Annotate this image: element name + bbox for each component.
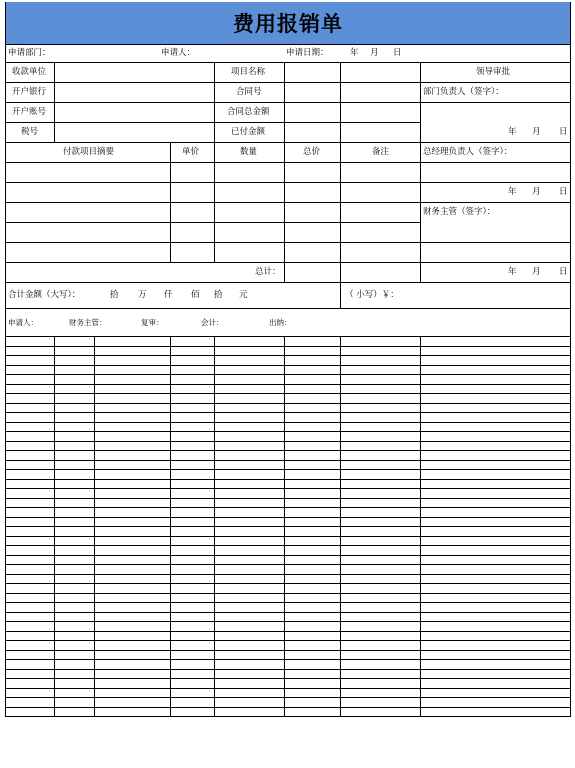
unit-shi-2: 拾 xyxy=(214,290,223,300)
approval-month-2: 月 xyxy=(532,187,541,197)
account-label: 开户账号 xyxy=(12,107,47,117)
applicant-label: 申请人： xyxy=(161,48,196,58)
rule xyxy=(284,62,285,142)
rule xyxy=(5,202,571,203)
approval-day-2: 日 xyxy=(559,187,568,197)
approval-month-1: 月 xyxy=(532,127,541,137)
gm-sign-label: 总经理负责人（签字）： xyxy=(423,147,513,157)
rule xyxy=(5,282,571,283)
col-unit-price-header: 单价 xyxy=(182,147,200,157)
approval-day-3: 日 xyxy=(559,267,568,277)
paid-amount-label: 已付金额 xyxy=(231,127,266,137)
payee-label: 收款单位 xyxy=(12,67,47,77)
date-month: 月 xyxy=(370,48,379,58)
sign-review: 复审： xyxy=(141,318,164,327)
title-bar xyxy=(5,2,571,44)
rule xyxy=(420,62,421,282)
rule xyxy=(420,102,571,103)
date-day: 日 xyxy=(393,48,402,58)
rule xyxy=(5,308,571,309)
rule xyxy=(420,82,571,83)
rule xyxy=(54,62,55,142)
rule xyxy=(214,142,215,262)
small-amount-label: （ 小写）￥： xyxy=(345,290,399,300)
rule xyxy=(420,162,571,163)
col-quantity-header: 数量 xyxy=(240,147,258,157)
tax-label: 税号 xyxy=(21,127,39,137)
rule xyxy=(5,222,420,223)
rule xyxy=(284,142,285,282)
approval-year-2: 年 xyxy=(508,187,517,197)
col-remark-header: 备注 xyxy=(372,147,390,157)
approval-month-3: 月 xyxy=(532,267,541,277)
sign-cashier: 出纳： xyxy=(269,318,292,327)
rule xyxy=(340,142,341,282)
approval-year-3: 年 xyxy=(508,267,517,277)
approval-day-1: 日 xyxy=(559,127,568,137)
rule xyxy=(5,142,571,143)
rule xyxy=(340,62,341,142)
dept-label: 申请部门： xyxy=(8,48,51,58)
subtotal-label: 总计： xyxy=(255,267,281,277)
rule xyxy=(5,162,420,163)
rule xyxy=(5,242,571,243)
sign-applicant: 申请人： xyxy=(8,318,38,327)
col-summary-header: 付款项目摘要 xyxy=(63,147,115,157)
rule xyxy=(5,44,571,45)
dept-head-sign-label: 部门负责人（签字）： xyxy=(423,87,504,97)
sign-finance: 财务主管： xyxy=(69,318,107,327)
unit-yuan: 元 xyxy=(239,290,248,300)
rule xyxy=(5,62,571,63)
project-name-label: 项目名称 xyxy=(231,67,266,77)
finance-sign-label: 财务主管（签字）： xyxy=(423,207,496,217)
col-total-price-header: 总价 xyxy=(303,147,321,157)
capital-amount-label: 合计金额（大写）： xyxy=(8,290,81,300)
date-label: 申请日期： xyxy=(286,48,329,58)
rule xyxy=(5,82,420,83)
blank-grid xyxy=(5,336,571,716)
unit-wan: 万 xyxy=(138,290,147,300)
unit-shi-1: 拾 xyxy=(110,290,119,300)
unit-bai: 佰 xyxy=(191,290,200,300)
rule xyxy=(5,122,420,123)
contract-no-label: 合同号 xyxy=(236,87,262,97)
date-year: 年 xyxy=(350,48,359,58)
bank-label: 开户银行 xyxy=(12,87,47,97)
rule xyxy=(5,102,420,103)
approval-year-1: 年 xyxy=(508,127,517,137)
unit-qian: 仟 xyxy=(164,290,173,300)
rule xyxy=(214,62,215,142)
rule xyxy=(170,142,171,262)
form-title: 费用报销单 xyxy=(233,12,343,36)
rule xyxy=(5,182,571,183)
contract-total-label: 合同总金额 xyxy=(227,107,270,117)
rule xyxy=(340,282,341,308)
rule xyxy=(5,262,571,263)
approval-title: 领导审批 xyxy=(476,67,511,77)
sign-accounting: 会计： xyxy=(201,318,224,327)
